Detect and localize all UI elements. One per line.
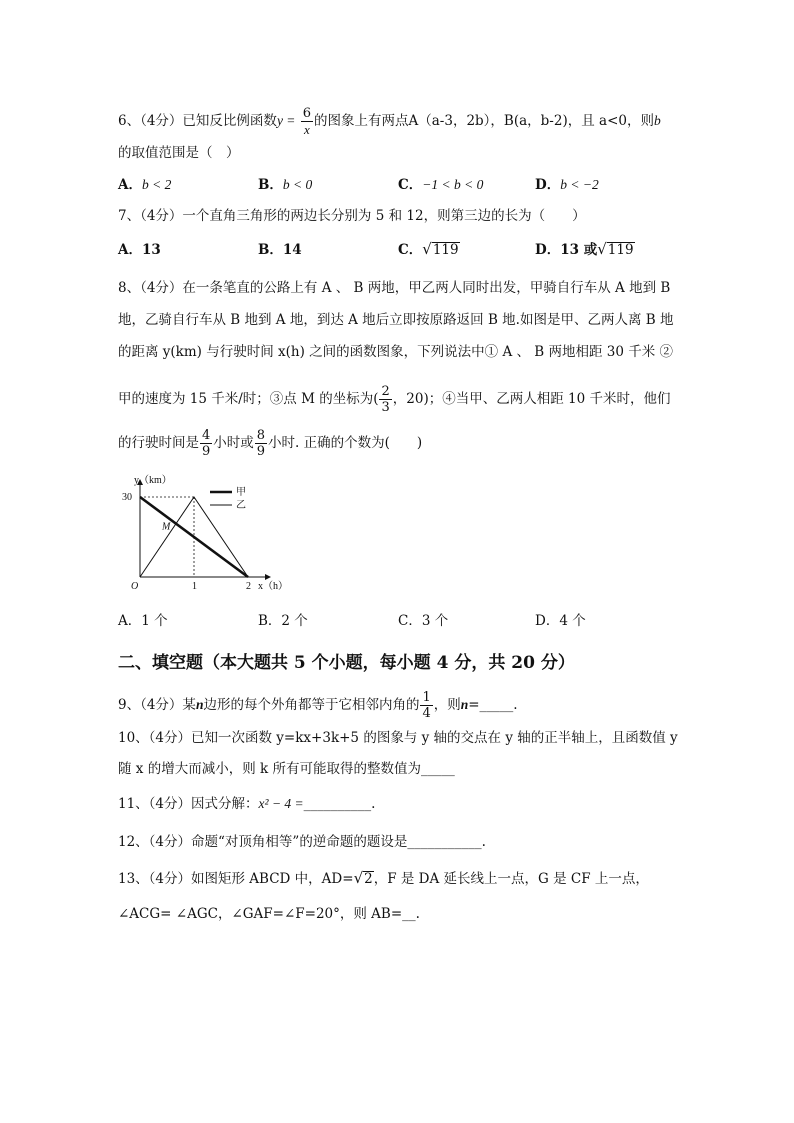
section-heading-fill-blank: 二、填空题（本大题共 5 个小题，每小题 4 分，共 20 分）	[118, 653, 575, 673]
q7-option-d[interactable]: D．13 或 √ 119	[535, 240, 634, 258]
y-axis-label: y（km）	[134, 475, 172, 486]
q8-fraction-2-3: $\frac{2}{3}$	[381, 384, 390, 415]
y-tick-30: 30	[122, 492, 132, 503]
q8-option-c[interactable]: C．3 个	[398, 613, 449, 629]
q7-option-a[interactable]: A．13	[118, 242, 161, 258]
q8-line4: 甲的速度为 15 千米/时；③点 M 的坐标为( $\frac{2}{3}$ ，20)；④当甲、乙两人相距 10 千米时，他们	[118, 384, 671, 415]
q7-option-c[interactable]: C． √ 119	[398, 240, 459, 258]
legend-jia-label: 甲	[236, 487, 246, 498]
point-m-label: M	[162, 521, 171, 533]
q6-func-y: y =	[276, 113, 296, 128]
q8-fraction-8-9: $\frac{8}{9}$	[256, 428, 266, 459]
distance-time-graph	[118, 474, 288, 596]
q13-line1: 13、（4分）如图矩形 ABCD 中，AD= √ 2 ，F 是 DA 延长线上一点，G 是 CF 上一点，	[118, 869, 649, 887]
origin-label: O	[131, 581, 139, 592]
q8-option-d[interactable]: D．4 个	[535, 613, 586, 629]
q7-option-b[interactable]: B．14	[258, 242, 302, 258]
q7-stem: 7、（4分）一个直角三角形的两边长分别为 5 和 12，则第三边的长为（ ）	[118, 208, 586, 224]
q8-line3: 的距离 y(km) 与行驶时间 x(h) 之间的函数图象，下列说法中① A 、 B 两地相距 30 千米 ②	[118, 344, 674, 360]
q8-line5: 的行驶时间是 $\frac{4}{9}$ 小时或 $\frac{8}{9}$ 小时. 正确的个数为( )	[118, 428, 423, 459]
q8-option-a[interactable]: A．1 个	[118, 613, 168, 629]
q6-fraction: $\frac{6}{x}$	[302, 106, 311, 137]
q10-line2: 随 x 的增大而减小，则 k 所有可能取得的整数值为_____	[118, 761, 455, 777]
q10-line1: 10、（4分）已知一次函数 y=kx+3k+5 的图象与 y 轴的交点在 y 轴的正半轴上，且函数值 y	[118, 730, 678, 746]
sqrt-symbol: √ 119	[422, 240, 459, 258]
q6-option-a[interactable]: A．b < 2	[118, 177, 172, 193]
q9-fraction: $\frac{1}{4}$	[422, 690, 431, 721]
x-tick-2: 2	[246, 581, 251, 592]
q12-stem: 12、（4分）命题“对顶角相等”的逆命题的题设是___________.	[118, 834, 486, 850]
q8-option-b[interactable]: B．2 个	[258, 613, 308, 629]
q8-line1: 8、（4分）在一条笔直的公路上有 A 、 B 两地，甲乙两人同时出发，甲骑自行车从 A 地到 B	[118, 280, 671, 296]
q6-line1: 6、（4分）已知反比例函数y = $\frac{6}{x}$ 的图象上有两点A（a-3，2b），B(a，b-2)，且 a<0，则b	[118, 106, 661, 137]
q11-stem: 11、（4分）因式分解：x² − 4 =__________.	[118, 796, 376, 812]
q13-line2: ∠ACG= ∠AGC，∠GAF=∠F=20°，则 AB=__.	[118, 906, 420, 922]
q6-option-c[interactable]: C．−1 < b < 0	[398, 177, 484, 193]
q8-fraction-4-9: $\frac{4}{9}$	[202, 428, 211, 459]
q6-option-b[interactable]: B．b < 0	[258, 177, 313, 193]
q6-option-d[interactable]: D．b < −2	[535, 177, 599, 193]
sqrt-symbol: √ 119	[597, 240, 634, 258]
x-axis-label: x（h）	[258, 581, 288, 592]
q8-line2: 地，乙骑自行车从 B 地到 A 地，到达 A 地后立即按原路返回 B 地.如图是甲、乙两人离 B 地	[118, 312, 674, 328]
q9-stem: 9、（4分）某n边形的每个外角都等于它相邻内角的 $\frac{1}{4}$ ，则n=_____.	[118, 690, 518, 721]
legend-yi-label: 乙	[236, 500, 246, 511]
sqrt-symbol: √ 2	[353, 869, 373, 887]
q6-line2: 的取值范围是（ ）	[118, 145, 240, 161]
x-tick-1: 1	[192, 581, 197, 592]
